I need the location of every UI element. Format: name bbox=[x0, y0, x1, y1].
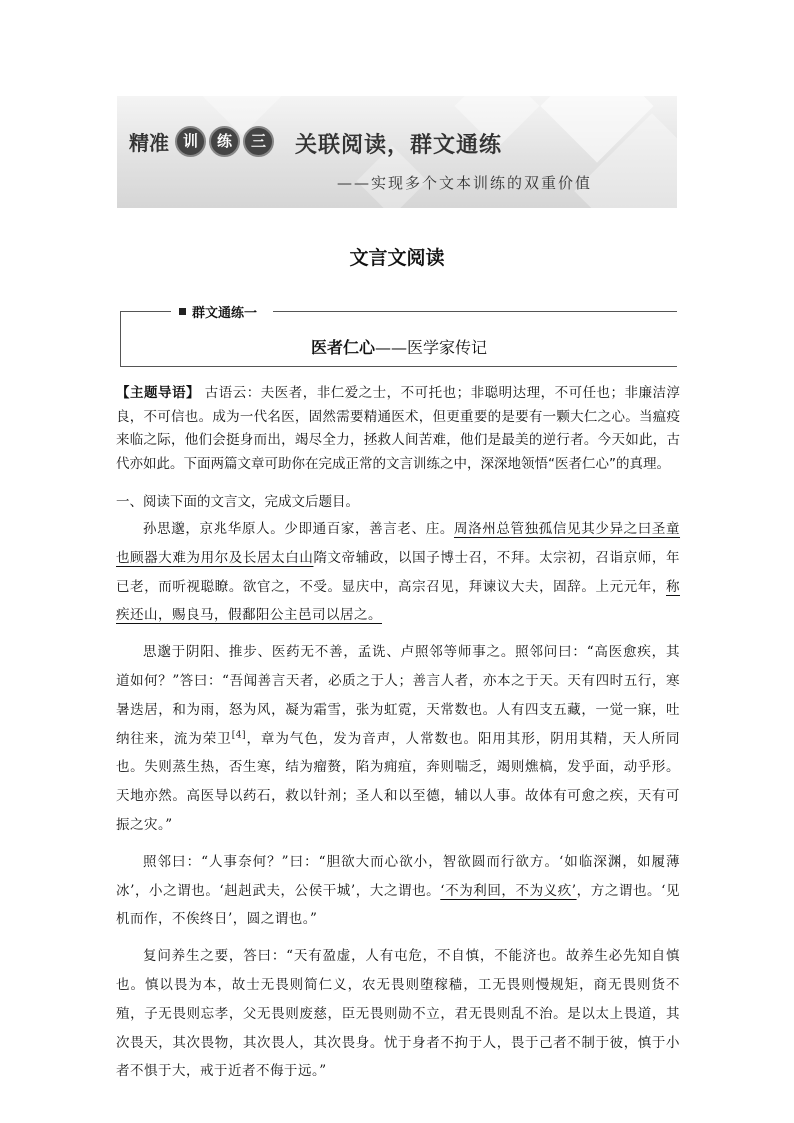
square-bullet-icon bbox=[179, 308, 186, 315]
banner-title: 关联阅读，群文通练 bbox=[295, 133, 503, 158]
text-run: ，方之谓也。‘见机而作，不俟终日’，圆之谓也。” bbox=[116, 882, 681, 928]
series-label bbox=[129, 126, 274, 157]
question-instruction: 一、阅读下面的文言文，完成文后题目。 bbox=[116, 494, 359, 510]
passage-paragraph-4: 复问养生之要，答曰：“天有盈虚，人有屯危，不自慎，不能济也。故养生必先知自慎也。慎以畏为本，故士无畏则简仁义，农无畏则堕稼穑，工无畏则慢规矩，商无畏则货不殖，子无畏则忘孝，父无畏则废慈，臣无畏则勋不立，君无畏则乱不治。是以太上畏道，其次畏天，其次畏物，其次畏人，其次畏身。忧于身者不拘于人，畏于己者不制于彼，慎于小者不惧于大，戒于近者不侮于远。” bbox=[116, 948, 680, 1080]
passage bbox=[116, 515, 680, 1094]
text-run: 照邻曰：“人事奈何？”曰：“胆欲大而心欲小，智欲圆而行欲方。‘如临深渊，如履薄冰’，小之谓也。‘赳赳武夫，公侯干城’，大之谓也。 bbox=[116, 853, 680, 899]
series-prefix: 精准 bbox=[129, 131, 169, 155]
text-run: ，章为气色，发为音声，人常数也。阳用其形，阴用其精，天人所同也。失则蒸生热，否生寒，结为瘤赘，陷为痈疽，奔则喘乏，竭则燋槁，发乎面，动乎形。天地亦然。高医导以药石，救以针剂；圣人和以至德，辅以人事。故体有可愈之疾，天有可振之灾。” bbox=[116, 730, 681, 833]
text-run: 孙思邈，京兆华原人。少即通百家，善言老、庄。 bbox=[143, 521, 454, 537]
series-char-1: 训 bbox=[175, 126, 206, 157]
section-subtitle-rest: ——医学家传记 bbox=[375, 338, 488, 357]
section-frame bbox=[120, 306, 677, 367]
section-label-text: 群文通练一 bbox=[192, 306, 258, 321]
text-run: 思邈于阴阳、推步、医药无不善，孟诜、卢照邻等师事之。照邻问曰：“高医愈疾，其道如何？”答曰：“吾闻善言天者，必质之于人；善言人者，亦本之于天。天有四时五行，寒暑迭居，和为雨，怒为风，凝为霜雪，张为虹霓，天常数也。人有四支五藏，一觉一寐，吐纳往来，流为荣卫 bbox=[116, 644, 680, 747]
frame-line bbox=[121, 311, 171, 312]
intro-tag: 【主题导语】 bbox=[116, 385, 200, 401]
document-title: 文言文阅读 bbox=[349, 247, 445, 269]
footnote-marker: [4] bbox=[231, 730, 246, 741]
underlined-sentence-2: 称疾还山，赐良马，假鄱阳公主邑司以居之。 bbox=[116, 578, 680, 624]
section-subtitle-main: 医者仁心 bbox=[310, 338, 375, 357]
header-banner bbox=[117, 96, 677, 208]
section-subtitle bbox=[121, 335, 677, 358]
underlined-sentence-1: 周洛州总管独孤信见其少异之曰圣童也顾器大难为用尔及长居太白山 bbox=[116, 521, 681, 566]
banner-subtitle: ——实现多个文本训练的双重价值 bbox=[337, 174, 593, 192]
text-run: 隋文帝辅政，以国子博士召，不拜。太宗初，召诣京师，年已老，而听视聪瞭。欲官之，不受。显庆中，高宗召见，拜谏议大夫，固辞。上元元年， bbox=[116, 549, 681, 595]
section-label bbox=[175, 302, 261, 321]
underlined-sentence-3: ‘不为利回，不为义疚’ bbox=[440, 882, 577, 899]
series-char-2: 练 bbox=[209, 126, 240, 157]
intro-text: 古语云：夫医者，非仁爱之士，不可托也；非聪明达理，不可任也；非廉洁淳良，不可信也。成为一代名医，固然需要精通医术，但更重要的是要有一颗大仁之心。当瘟疫来临之际，他们会挺身而出，竭尽全力，拯救人间苦难，他们是最美的逆行者。今天如此，古代亦如此。下面两篇文章可助你在完成正常的文言训练之中，深深地领悟“医者仁心”的真理。 bbox=[116, 385, 681, 472]
series-char-3: 三 bbox=[243, 126, 274, 157]
passage-paragraph-1 bbox=[116, 515, 680, 630]
passage-paragraph-2 bbox=[116, 638, 680, 840]
passage-paragraph-3 bbox=[116, 848, 680, 934]
frame-line bbox=[273, 311, 677, 312]
theme-intro bbox=[116, 382, 680, 476]
